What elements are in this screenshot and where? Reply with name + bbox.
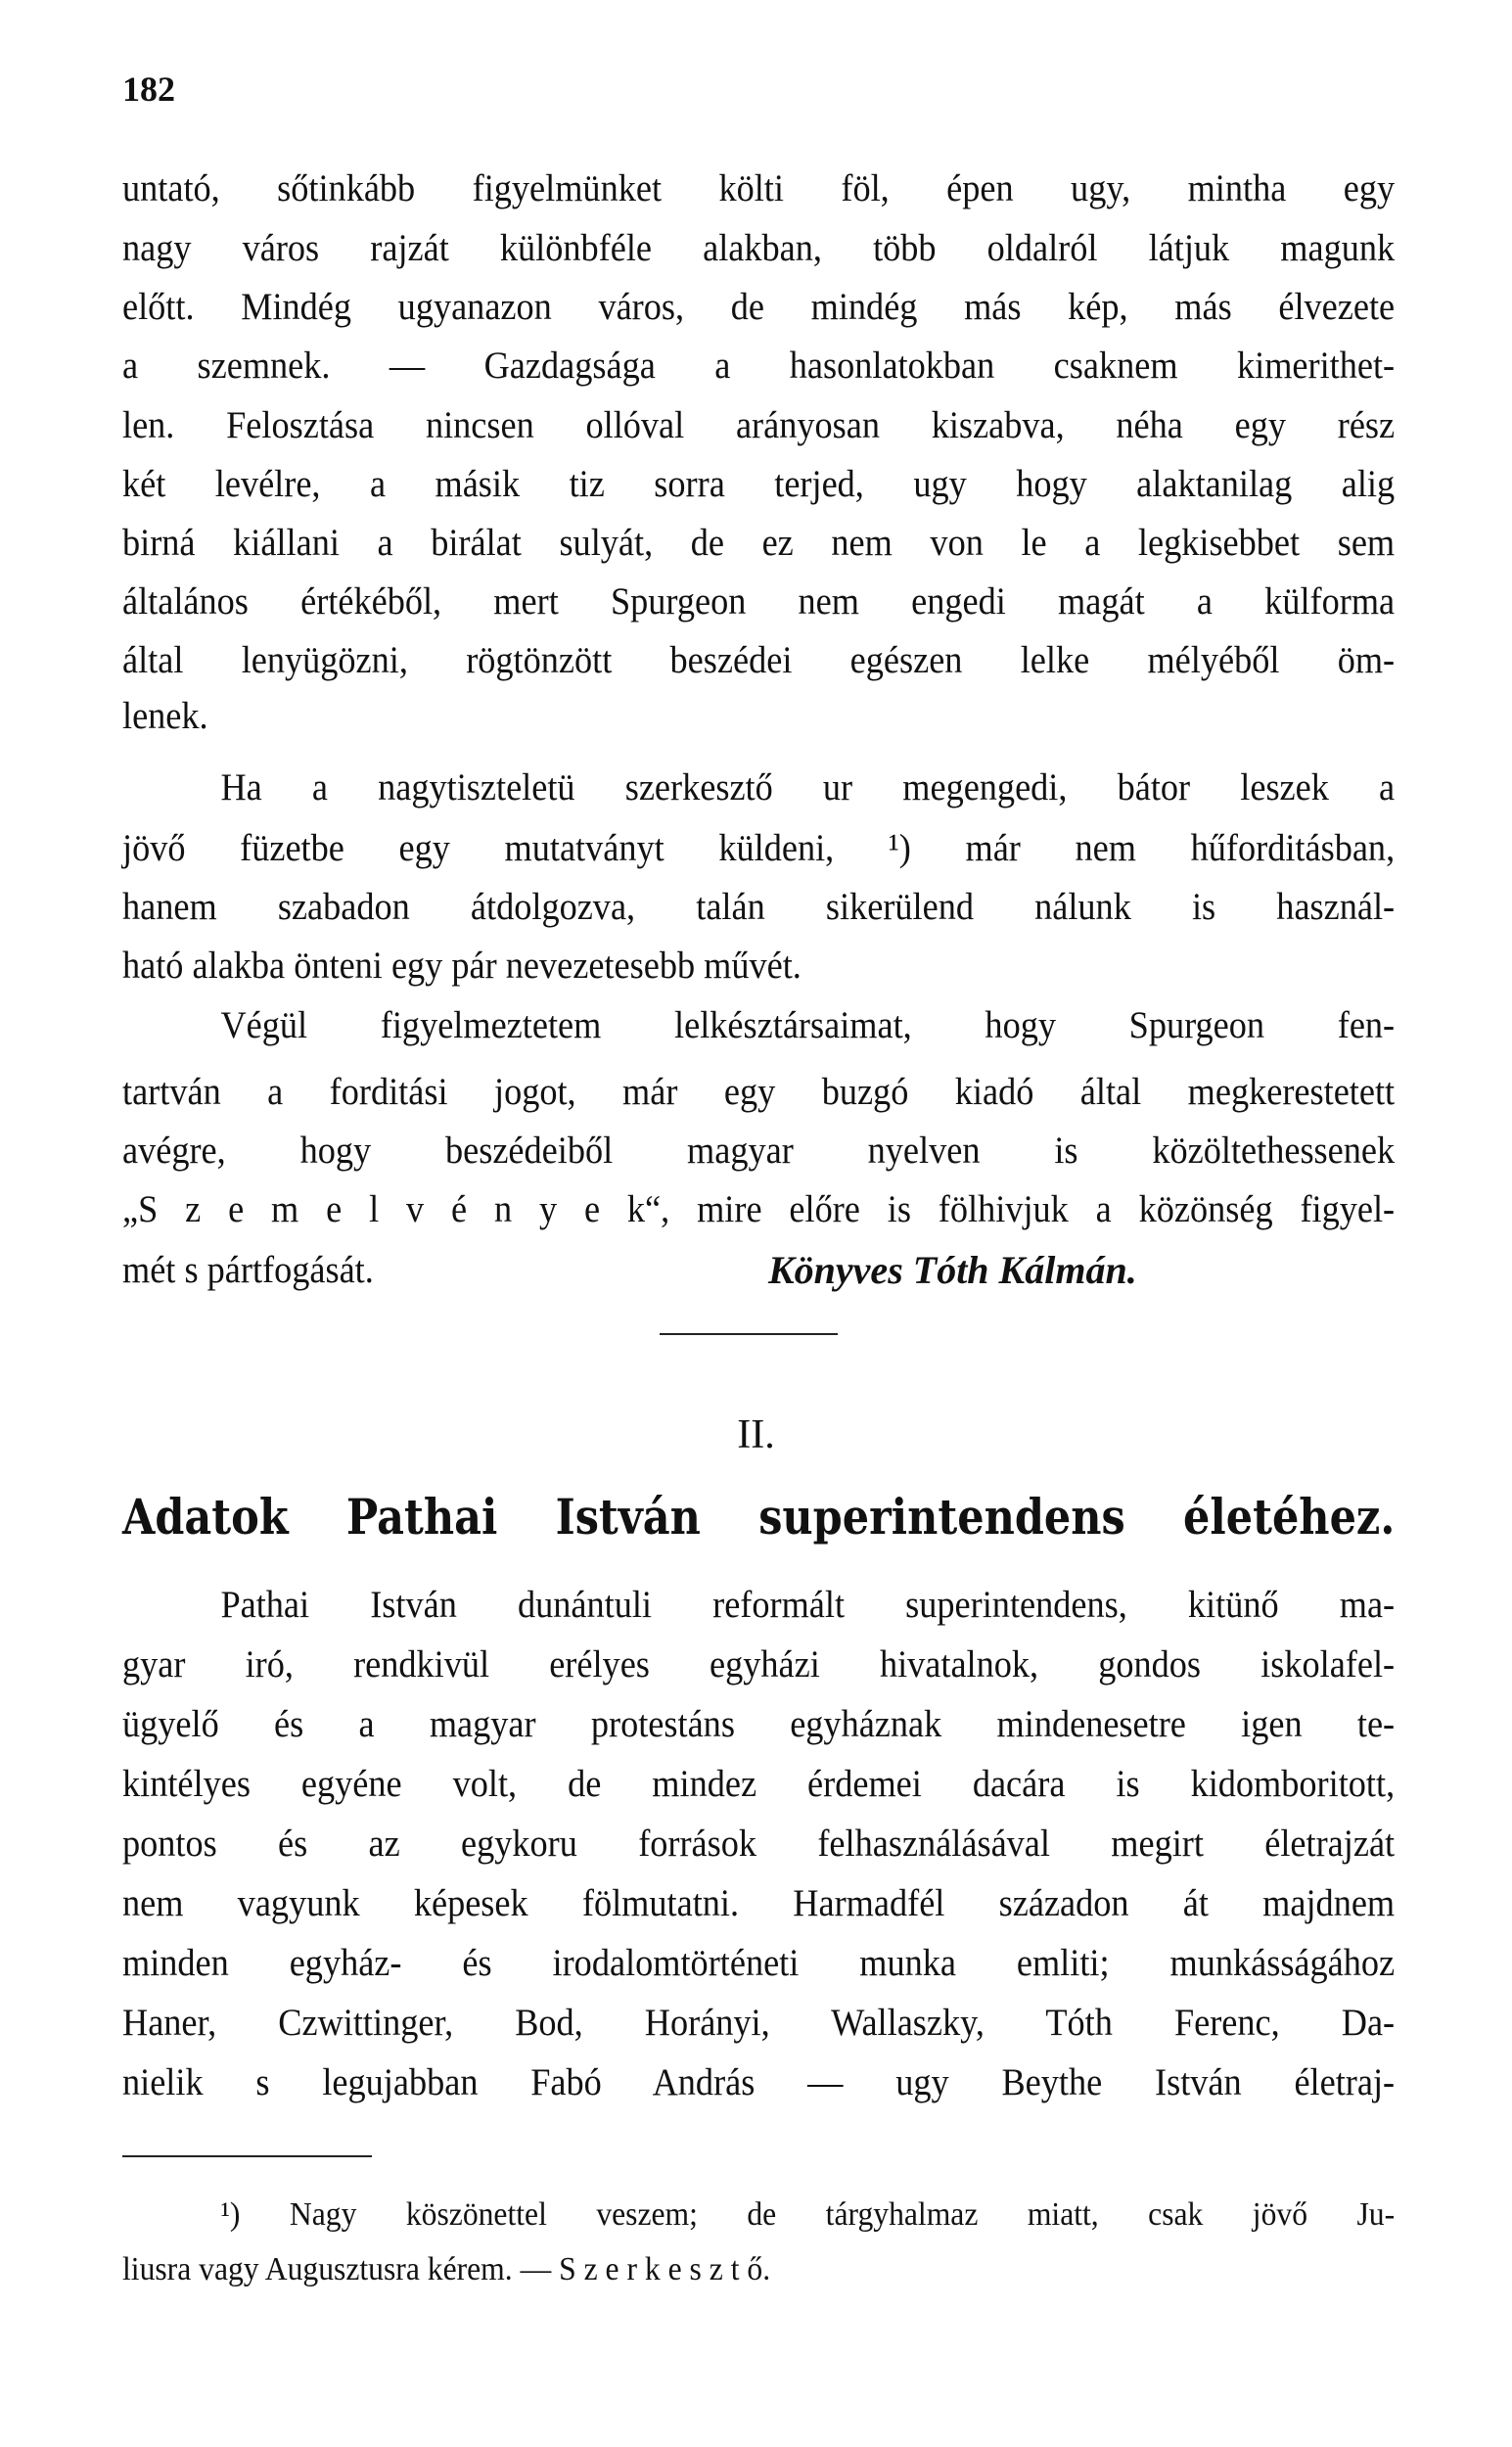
text-line: a szemnek. — Gazdagsága a hasonlatokban csaknem kimerithet-	[122, 345, 1396, 387]
section-number: II.	[737, 1412, 775, 1457]
text-line: birná kiállani a birálat sulyát, de ez nem von le a legkisebbet sem	[122, 522, 1396, 564]
text-line: két levélre, a másik tiz sorra terjed, ugy hogy alaktanilag alig	[122, 463, 1396, 505]
text-line: előtt. Mindég ugyanazon város, de mindég más kép, más élvezete	[122, 286, 1396, 328]
text-line: ható alakba önteni egy pár nevezetesebb művét.	[122, 945, 802, 987]
text-line: ügyelő és a magyar protestáns egyháznak mindenesetre igen te-	[122, 1703, 1396, 1745]
text-line: Pathai István dunántuli reformált superintendens, kitünő ma-	[220, 1584, 1396, 1626]
signature: Könyves Tóth Kálmán.	[768, 1248, 1137, 1292]
text-line: általános értékéből, mert Spurgeon nem engedi magát a külforma	[122, 580, 1396, 623]
text-line: hanem szabadon átdolgozva, talán sikerülend nálunk is használ-	[122, 886, 1396, 928]
text-line: Haner, Czwittinger, Bod, Horányi, Wallaszky, Tóth Ferenc, Da-	[122, 2002, 1396, 2044]
text-line: minden egyház- és irodalomtörténeti munka emliti; munkásságához	[122, 1942, 1396, 1984]
text-line: avégre, hogy beszédeiből magyar nyelven is közöltethessenek	[122, 1130, 1396, 1172]
text-line-content: mét s pártfogását.	[122, 1249, 374, 1291]
text-line	[122, 1241, 1395, 1300]
text-line: nielik s legujabban Fabó András — ugy Beythe István életraj-	[122, 2061, 1396, 2103]
text-line: által lenyügözni, rögtönzött beszédei egészen lelke mélyéből öm-	[122, 639, 1396, 681]
text-line: len. Felosztása nincsen ollóval arányosan kiszabva, néha egy rész	[122, 404, 1396, 446]
footnote-line: ¹) Nagy köszönettel veszem; de tárgyhalmaz miatt, csak jövő Ju-	[220, 2196, 1396, 2233]
text-line: nagy város rajzát különbféle alakban, több oldalról látjuk magunk	[122, 227, 1396, 269]
text-line: Végül figyelmeztetem lelkésztársaimat, hogy Spurgeon fen-	[220, 1004, 1396, 1046]
text-line: untató, sőtinkább figyelmünket költi föl, épen ugy, mintha egy	[122, 167, 1396, 209]
text-line: gyar iró, rendkivül erélyes egyházi hivatalnok, gondos iskolafel-	[122, 1643, 1396, 1685]
footnote-line: liusra vagy Augusztusra kérem. — S z e r k e s z t ő.	[122, 2251, 771, 2287]
text-line: lenek.	[122, 695, 208, 737]
section-heading: Adatok Pathai István superintendens életéhez.	[122, 1488, 1396, 1546]
text-line: kintélyes egyéne volt, de mindez érdemei dacára is kidomboritott,	[122, 1763, 1396, 1805]
text-line: nem vagyunk képesek fölmutatni. Harmadfél századon át majdnem	[122, 1882, 1396, 1924]
text-line: tartván a forditási jogot, már egy buzgó kiadó által megkerestetett	[122, 1071, 1396, 1113]
section-divider	[660, 1333, 838, 1335]
page-number: 182	[122, 69, 175, 109]
text-line: jövő füzetbe egy mutatványt küldeni, ¹) már nem hűforditásban,	[122, 827, 1396, 869]
text-line: Ha a nagytiszteletü szerkesztő ur megengedi, bátor leszek a	[220, 766, 1396, 808]
text-line: „S z e m e l v é n y e k“, mire előre is fölhivjuk a közönség figyel-	[122, 1188, 1396, 1230]
text-line: pontos és az egykoru források felhasználásával megirt életrajzát	[122, 1823, 1396, 1865]
footnote-divider	[122, 2155, 372, 2157]
